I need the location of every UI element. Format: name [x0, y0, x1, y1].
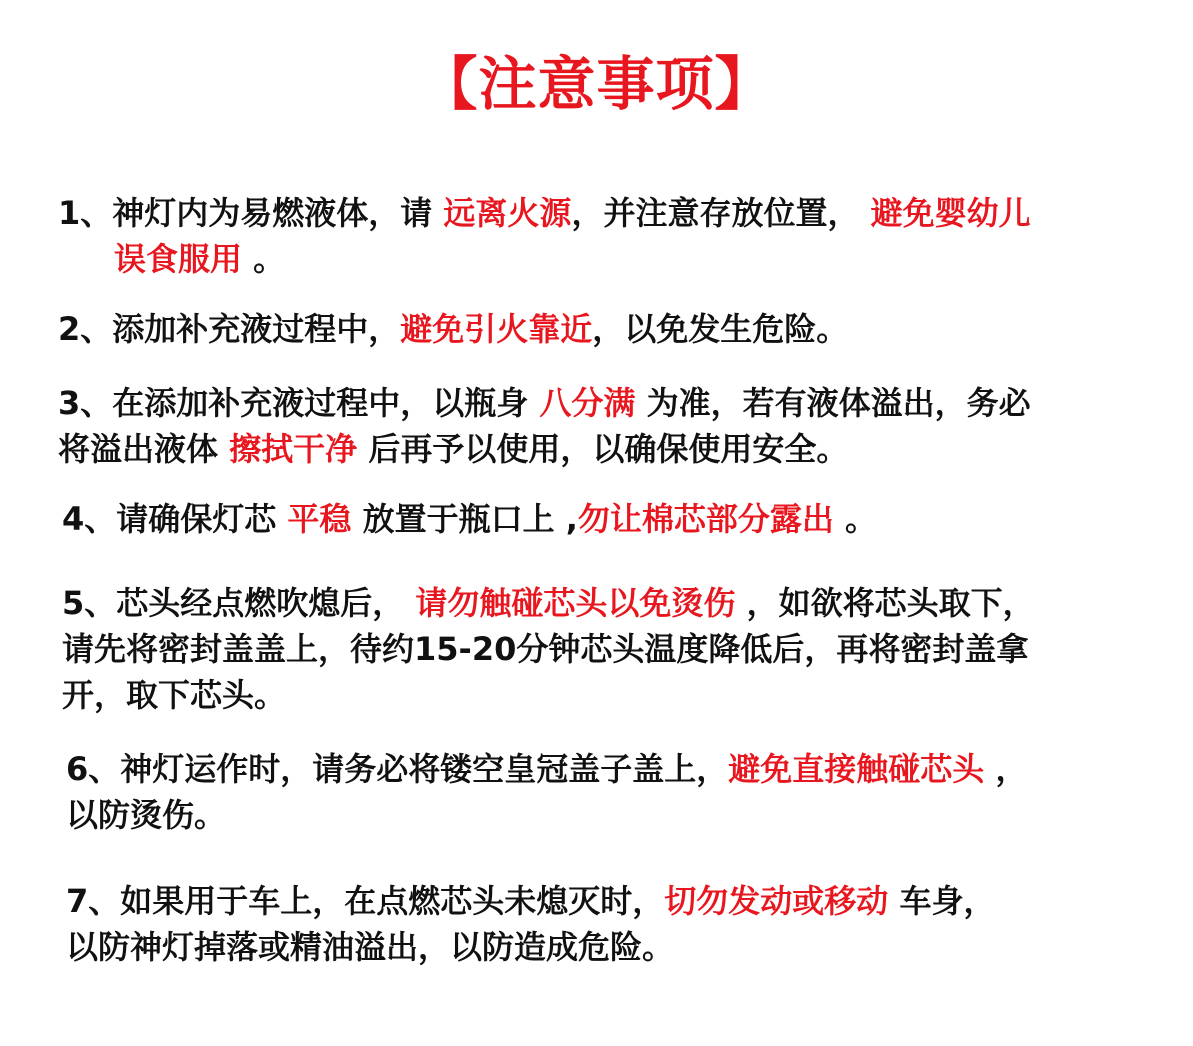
note-1-line-2 [58, 236, 1031, 282]
note-text: ，如欲将芯头取下， [735, 584, 1035, 622]
note-5-line-3 [62, 672, 1035, 718]
note-text: 将溢出液体 [58, 430, 230, 468]
note-text: 4、请确保灯芯 [62, 500, 288, 538]
note-text: ，并注意存放位置， [571, 194, 871, 232]
note-highlight: 误食服用 [114, 240, 243, 278]
note-7 [66, 878, 995, 970]
note-text: 以防烫伤。 [66, 796, 227, 834]
note-text: ，以免发生危险。 [592, 310, 849, 348]
note-6-line-1 [66, 746, 1027, 792]
note-highlight: 平稳 [287, 500, 352, 538]
note-6-line-2 [66, 792, 1027, 838]
note-text: 2、添加补充液过程中， [58, 310, 401, 348]
note-text: 7、如果用于车上，在点燃芯头未熄灭时， [66, 882, 665, 920]
note-1-line-1 [58, 190, 1031, 236]
note-text: 车身， [888, 882, 996, 920]
note-text: 放置于瓶口上 , [351, 500, 578, 538]
note-text: 3、在添加补充液过程中，以瓶身 [58, 384, 540, 422]
note-2 [58, 306, 848, 352]
page-title: 【注意事项】 [419, 50, 774, 118]
note-highlight: 请勿触碰芯头以免烫伤 [415, 584, 736, 622]
note-7-line-2 [66, 924, 995, 970]
note-text: 。 [833, 500, 878, 538]
note-5-line-2 [62, 626, 1035, 672]
note-highlight: 避免直接触碰芯头 [728, 750, 985, 788]
note-text: 为准，若有液体溢出，务必 [635, 384, 1031, 422]
note-highlight: 避免婴幼儿 [870, 194, 1031, 232]
note-text: 。 [242, 240, 286, 278]
note-3-line-1 [58, 380, 1031, 426]
note-text: 后再予以使用，以确保使用安全。 [357, 430, 849, 468]
note-1 [58, 190, 1031, 282]
note-highlight: 远离火源 [443, 194, 572, 232]
note-highlight: 擦拭干净 [229, 430, 358, 468]
note-text: ， [984, 750, 1028, 788]
note-text: 开，取下芯头。 [62, 676, 287, 714]
note-5 [62, 580, 1035, 718]
note-text: 以防神灯掉落或精油溢出，以防造成危险。 [66, 928, 675, 966]
note-3-line-2 [58, 426, 1031, 472]
note-5-line-1 [62, 580, 1035, 626]
note-text: 1、神灯内为易燃液体，请 [58, 194, 444, 232]
note-text: 5、芯头经点燃吹熄后， [62, 584, 416, 622]
note-highlight: 切勿发动或移动 [664, 882, 889, 920]
note-highlight: 避免引火靠近 [400, 310, 593, 348]
note-7-line-1 [66, 878, 995, 924]
note-text: 6、神灯运作时，请务必将镂空皇冠盖子盖上， [66, 750, 729, 788]
note-3 [58, 380, 1031, 472]
note-2-line-1 [58, 306, 848, 352]
note-6 [66, 746, 1027, 838]
note-4 [62, 496, 877, 542]
note-text: 请先将密封盖盖上，待约15-20分钟芯头温度降低后，再将密封盖拿 [62, 630, 1029, 668]
note-highlight: 八分满 [539, 384, 636, 422]
note-highlight: 勿让棉芯部分露出 [577, 500, 834, 538]
note-4-line-1 [62, 496, 877, 542]
